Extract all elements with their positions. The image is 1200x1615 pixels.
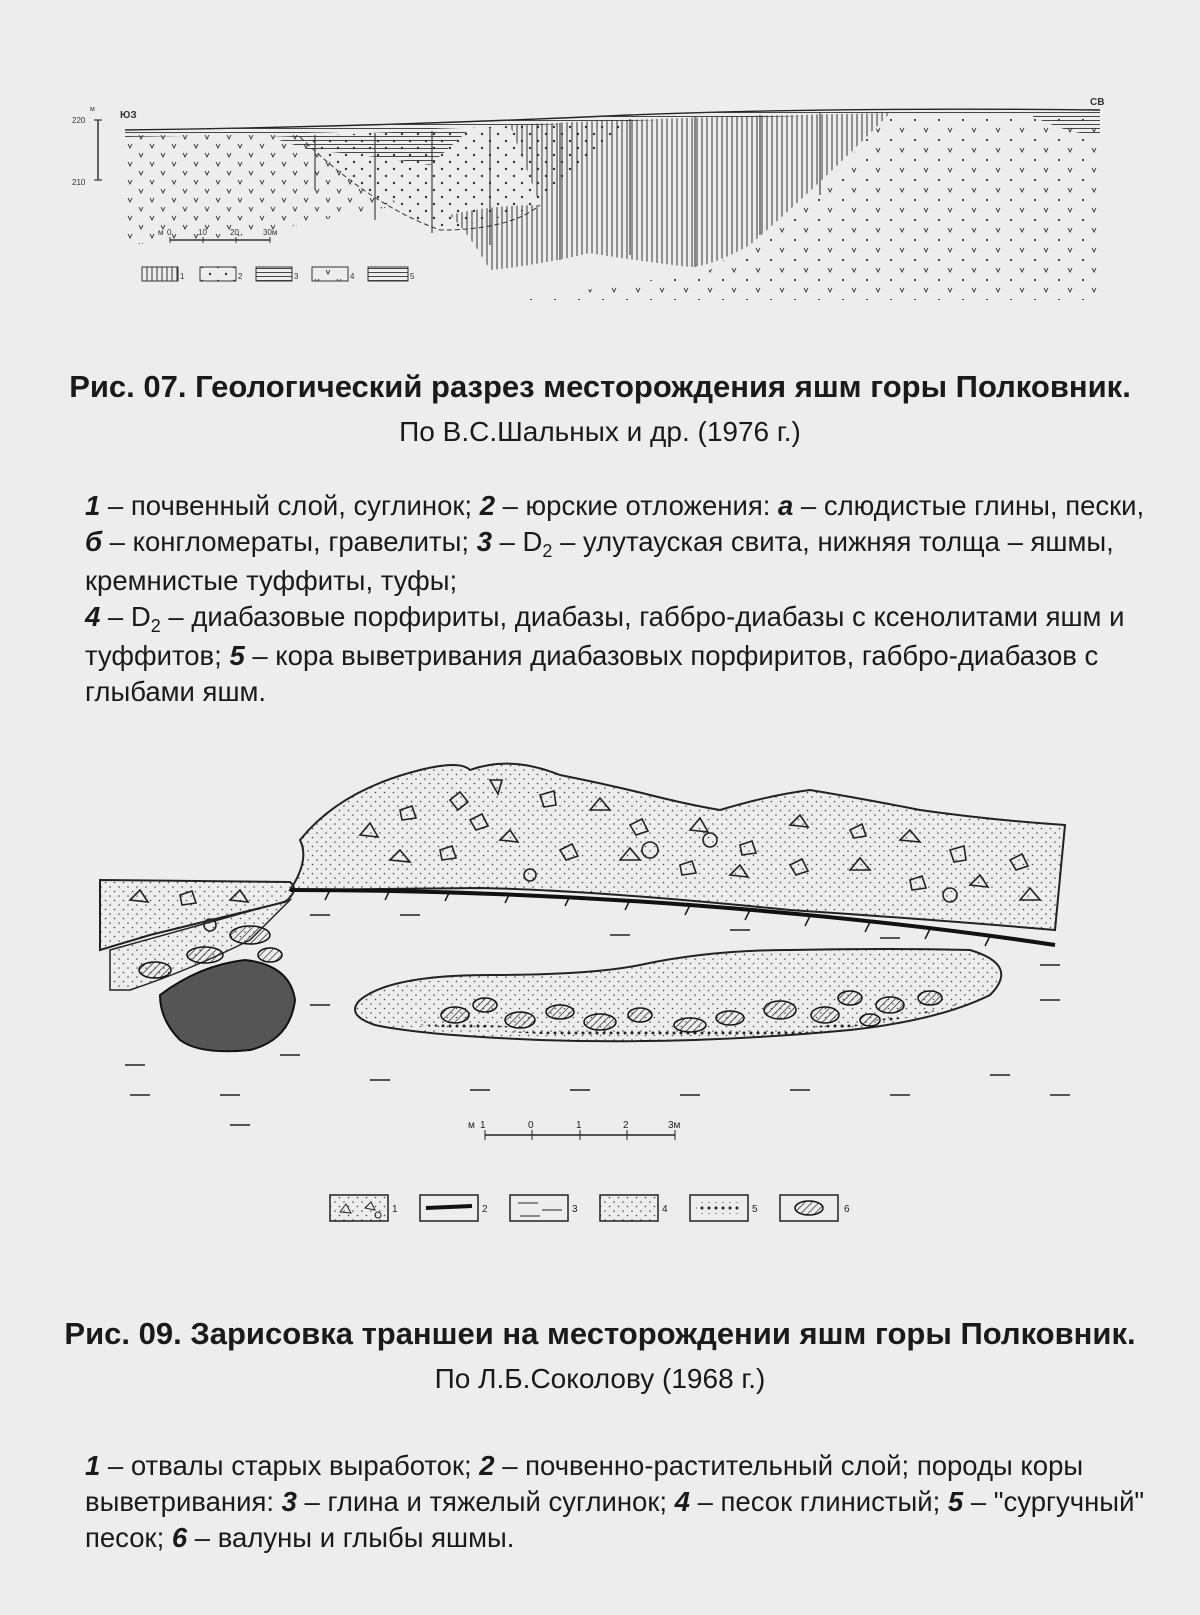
caption-title: . Геологический разрез месторождения яшм горы Полковник. [177,369,1131,404]
legend-number: 2 [238,272,243,281]
scale-tick: 1 [480,1120,486,1131]
large-jasper-boulder [160,960,295,1051]
scale-tick: 30м [263,228,278,237]
label-ne: СВ [1090,97,1105,108]
elevation-220: 220 [72,116,86,125]
legend-number: 4 [350,272,355,281]
legend-number: 2 [482,1204,488,1215]
caption-source: По Л.Б.Соколову (1968 г.) [434,1363,766,1394]
legend-number: 1 [180,272,185,281]
figure-caption-1 [60,365,1140,453]
label-sw: ЮЗ [120,110,137,121]
scale-tick: 2 [623,1120,629,1131]
caption-title-number: Рис. 07 [69,369,178,404]
legend-number: 3 [294,272,299,281]
elevation-210: 210 [72,178,86,187]
legend-number: 1 [392,1204,398,1215]
scale-tick: 3м [668,1120,681,1131]
caption-title: Рис. 09. Зарисовка траншеи на месторождении яшм горы Полковник. [64,1316,1136,1351]
legend-text-2: 1 – отвалы старых выработок; 2 – почвенно-растительный слой; породы коры выветривания: 3 – глина и тяжелый суглинок; 4 – песок глинистый; 5 – "сургучный" песок; 6 – валуны и глыбы яшмы. [85,1450,1145,1553]
scale-bar-2 [468,1120,681,1140]
legend-text-1: 1 – почвенный слой, суглинок; 2 – юрские отложения: а – слюдистые глины, пески, б – конгломераты, гравелиты; $3 - D_2$ – улутауская свита, нижняя толща – яшмы, кремнистые туффиты, туфы; $4 - D_2$ – диабазовые порфириты, диабазы, габбро-диабазы с ксенолитами яшм и туффитов; 5 – кора выветривания диабазовых порфиритов, габбро-диабазов с глыбами яшм. [85,490,1145,707]
elevation-unit: м [90,106,95,113]
scale-tick: 20 [230,228,239,237]
scale-unit-2: м [468,1120,475,1131]
scale-tick: 0 [528,1120,534,1131]
legend-boxes-1 [142,267,415,281]
legend-number: 6 [844,1204,850,1215]
scale-unit-1: м [158,228,164,237]
legend-number: 5 [752,1204,758,1215]
scale-tick: 1 [576,1120,582,1131]
cross-section-figure [70,95,1140,310]
legend-boxes-2 [330,1195,850,1221]
trench-sketch-figure [90,750,1090,1230]
legend-number: 4 [662,1204,668,1215]
legend-number: 5 [410,272,415,281]
scale-tick: 10 [198,228,207,237]
figure-caption-2 [60,1312,1140,1400]
caption-source: По В.С.Шальных и др. (1976 г.) [399,416,801,447]
scale-tick: 0 [167,228,172,237]
legend-number: 3 [572,1204,578,1215]
